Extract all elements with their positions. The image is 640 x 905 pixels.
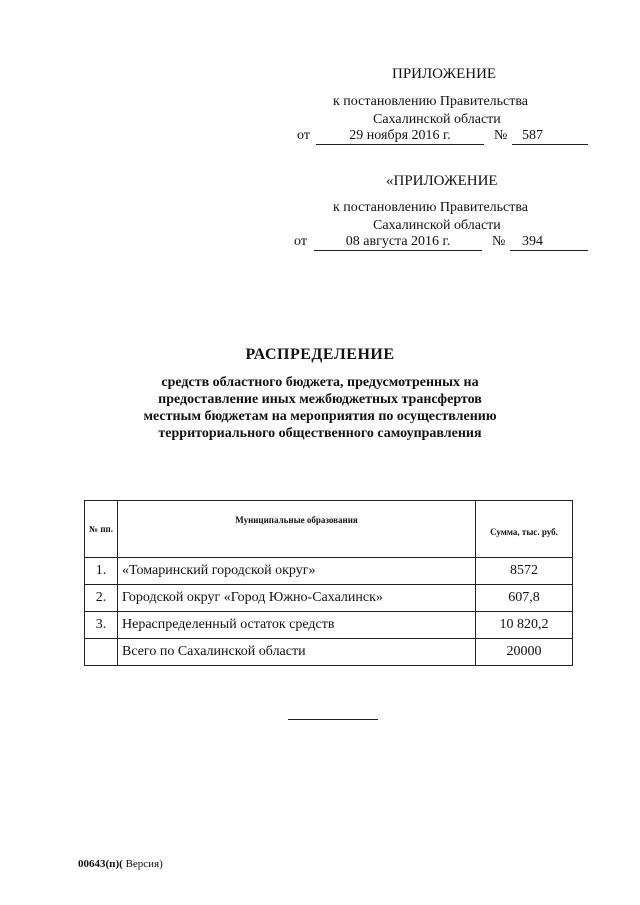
table-row [85, 612, 573, 639]
row-municipality: Нераспределенный остаток средств [118, 612, 476, 639]
row-number: 2. [85, 585, 118, 612]
document-code-number: 00643(п)( [78, 858, 123, 870]
row-number: 3. [85, 612, 118, 639]
appendix-number: 587 [512, 128, 588, 145]
subtitle-line: территориального общественного самоуправления [158, 426, 482, 441]
appendix-line-1: к постановлению Правительства [333, 94, 529, 109]
header-municipality: Муниципальные образования [118, 501, 476, 558]
subtitle-line: местным бюджетам на мероприятия по осуществлению [143, 409, 497, 424]
appendix-date: 08 августа 2016 г. [314, 234, 482, 251]
table-header-row [85, 501, 573, 558]
row-sum: 8572 [476, 558, 573, 585]
appendix-date: 29 ноября 2016 г. [316, 128, 484, 145]
row-municipality: Всего по Сахалинской области [118, 639, 476, 666]
header-sum: Сумма, тыс. руб. [476, 501, 573, 558]
appendix-from-label: от [297, 128, 310, 143]
appendix-number-label: № [492, 234, 506, 249]
table-row [85, 585, 573, 612]
document-subtitle [0, 374, 640, 442]
appendix-number: 394 [510, 234, 588, 251]
row-municipality: Городской округ «Город Южно-Сахалинск» [118, 585, 476, 612]
row-sum: 607,8 [476, 585, 573, 612]
appendix-number-label: № [494, 128, 508, 143]
appendix-line-1: к постановлению Правительства [333, 200, 529, 215]
row-number: 1. [85, 558, 118, 585]
row-sum: 10 820,2 [476, 612, 573, 639]
distribution-table [84, 500, 573, 666]
appendix-heading: «ПРИЛОЖЕНИЕ [386, 173, 498, 189]
row-number [85, 639, 118, 666]
table-total-row [85, 639, 573, 666]
appendix-line-2: Сахалинской области [373, 218, 501, 233]
appendix-from-label: от [294, 234, 307, 249]
appendix-heading: ПРИЛОЖЕНИЕ [392, 66, 497, 82]
table-row [85, 558, 573, 585]
row-municipality: «Томаринский городской округ» [118, 558, 476, 585]
closing-rule [288, 719, 378, 720]
document-code [78, 858, 163, 870]
appendix-line-2: Сахалинской области [373, 112, 501, 127]
subtitle-line: средств областного бюджета, предусмотренных на [161, 375, 479, 390]
document-version: Версия) [122, 858, 163, 870]
subtitle-line: предоставление иных межбюджетных трансфертов [158, 392, 482, 407]
row-sum: 20000 [476, 639, 573, 666]
document-title: РАСПРЕДЕЛЕНИЕ [245, 346, 395, 363]
header-number: № пп. [85, 501, 118, 558]
